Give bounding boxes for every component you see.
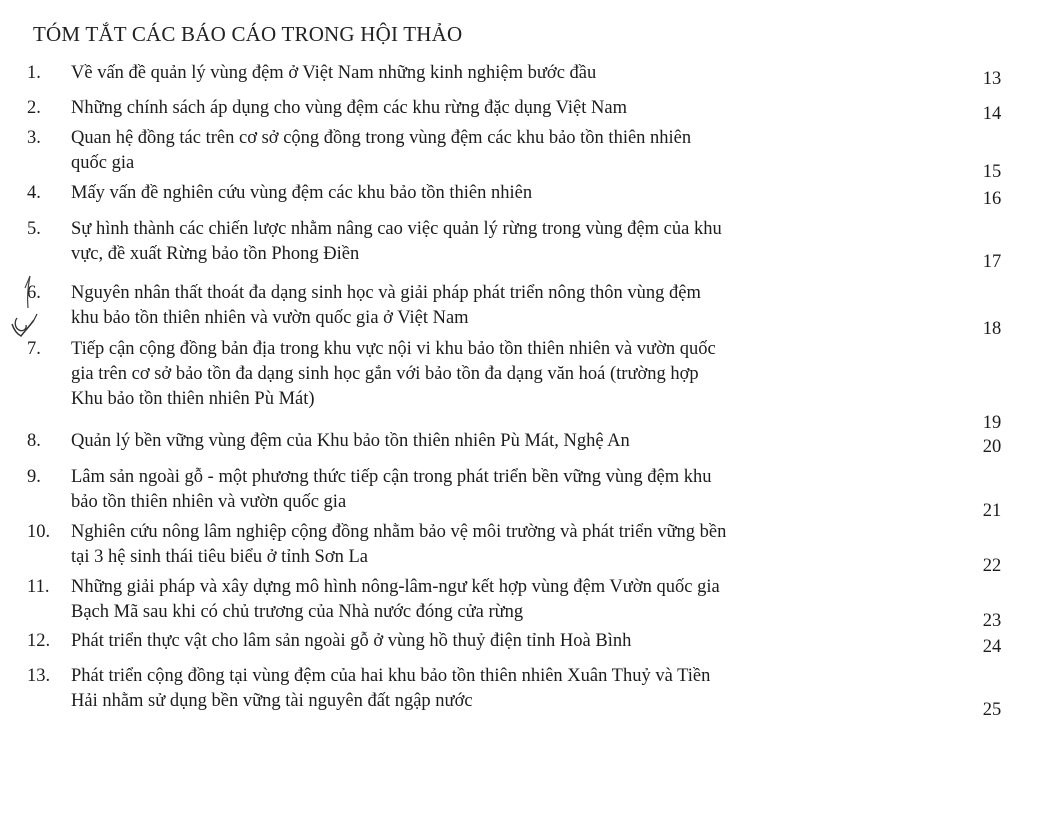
toc-entry-page-number: 24 [982, 637, 1002, 657]
toc-entry-page-number: 13 [982, 69, 1002, 89]
toc-entry-title-line: Sự hình thành các chiến lược nhằm nâng cao việc quản lý rừng trong vùng đệm của khu [71, 219, 722, 239]
toc-entry-number: 1. [27, 63, 41, 83]
toc-entry-number: 13. [27, 666, 51, 686]
toc-entry-title-line: Tiếp cận cộng đồng bản địa trong khu vực nội vi khu bảo tồn thiên nhiên và vườn quốc [71, 339, 716, 359]
toc-entry-title-line: quốc gia [71, 153, 135, 173]
toc-entry-number: 5. [27, 219, 41, 239]
toc-entry-title-line: Những chính sách áp dụng cho vùng đệm các khu rừng đặc dụng Việt Nam [71, 98, 627, 118]
toc-entry-title-line: Những giải pháp và xây dựng mô hình nông-lâm-ngư kết hợp vùng đệm Vườn quốc gia [71, 577, 720, 597]
toc-entry-title-line: Phát triển thực vật cho lâm sản ngoài gỗ ở vùng hồ thuỷ điện tỉnh Hoà Bình [71, 631, 632, 651]
toc-entry-page-number: 20 [982, 437, 1002, 457]
toc-entry-page-number: 21 [982, 501, 1002, 521]
toc-entry-title-line: Quan hệ đồng tác trên cơ sở cộng đồng trong vùng đệm các khu bảo tồn thiên nhiên [71, 128, 692, 148]
toc-entry-number: 10. [27, 522, 51, 542]
toc-entry-page-number: 14 [982, 104, 1002, 124]
page-title: TÓM TẮT CÁC BÁO CÁO TRONG HỘI THẢO [33, 22, 463, 46]
toc-entry-number: 8. [27, 431, 41, 451]
toc-entry-title-line: Lâm sản ngoài gỗ - một phương thức tiếp cận trong phát triển bền vững vùng đệm khu [71, 467, 712, 487]
toc-entry-title-line: Quản lý bền vững vùng đệm của Khu bảo tồn thiên nhiên Pù Mát, Nghệ An [71, 431, 630, 451]
toc-entry-title-line: Nghiên cứu nông lâm nghiệp cộng đồng nhằm bảo vệ môi trường và phát triển vững bền [71, 522, 727, 542]
toc-entry-title-line: Nguyên nhân thất thoát đa dạng sinh học và giải pháp phát triển nông thôn vùng đệm [71, 283, 701, 303]
toc-entry-number: 9. [27, 467, 41, 487]
toc-entry-title-line: khu bảo tồn thiên nhiên và vườn quốc gia ở Việt Nam [71, 308, 469, 328]
toc-entry-page-number: 23 [982, 611, 1002, 631]
toc-entry-number: 6. [27, 283, 41, 303]
toc-entry-title-line: Mấy vấn đề nghiên cứu vùng đệm các khu bảo tồn thiên nhiên [71, 183, 533, 203]
handwritten-check-mark-icon [8, 274, 42, 350]
toc-entry-title-line: gia trên cơ sở bảo tồn đa dạng sinh học gắn với bảo tồn đa dạng văn hoá (trường hợp [71, 364, 699, 384]
toc-entry-page-number: 19 [982, 413, 1002, 433]
toc-entry-number: 3. [27, 128, 41, 148]
toc-entry-title-line: Khu bảo tồn thiên nhiên Pù Mát) [71, 389, 315, 409]
toc-entry-number: 4. [27, 183, 41, 203]
toc-entry-title-line: tại 3 hệ sinh thái tiêu biểu ở tỉnh Sơn La [71, 547, 369, 567]
toc-entry-page-number: 15 [982, 162, 1002, 182]
toc-entry-page-number: 25 [982, 700, 1002, 720]
toc-entry-number: 11. [27, 577, 50, 597]
toc-entry-page-number: 18 [982, 319, 1002, 339]
toc-entry-number: 12. [27, 631, 51, 651]
toc-entry-title-line: Phát triển cộng đồng tại vùng đệm của hai khu bảo tồn thiên nhiên Xuân Thuỷ và Tiền [71, 666, 711, 686]
toc-entry-title-line: vực, đề xuất Rừng bảo tồn Phong Điền [71, 244, 360, 264]
toc-entry-number: 7. [27, 339, 41, 359]
toc-entry-number: 2. [27, 98, 41, 118]
toc-entry-page-number: 22 [982, 556, 1002, 576]
toc-entry-title-line: Bạch Mã sau khi có chủ trương của Nhà nước đóng cửa rừng [71, 602, 524, 622]
toc-entry-page-number: 17 [982, 252, 1002, 272]
toc-entry-title-line: Về vấn đề quản lý vùng đệm ở Việt Nam những kinh nghiệm bước đầu [71, 63, 597, 83]
toc-entry-page-number: 16 [982, 189, 1002, 209]
toc-entry-title-line: bảo tồn thiên nhiên và vườn quốc gia [71, 492, 347, 512]
toc-entry-title-line: Hải nhằm sử dụng bền vững tài nguyên đất ngập nước [71, 691, 473, 711]
